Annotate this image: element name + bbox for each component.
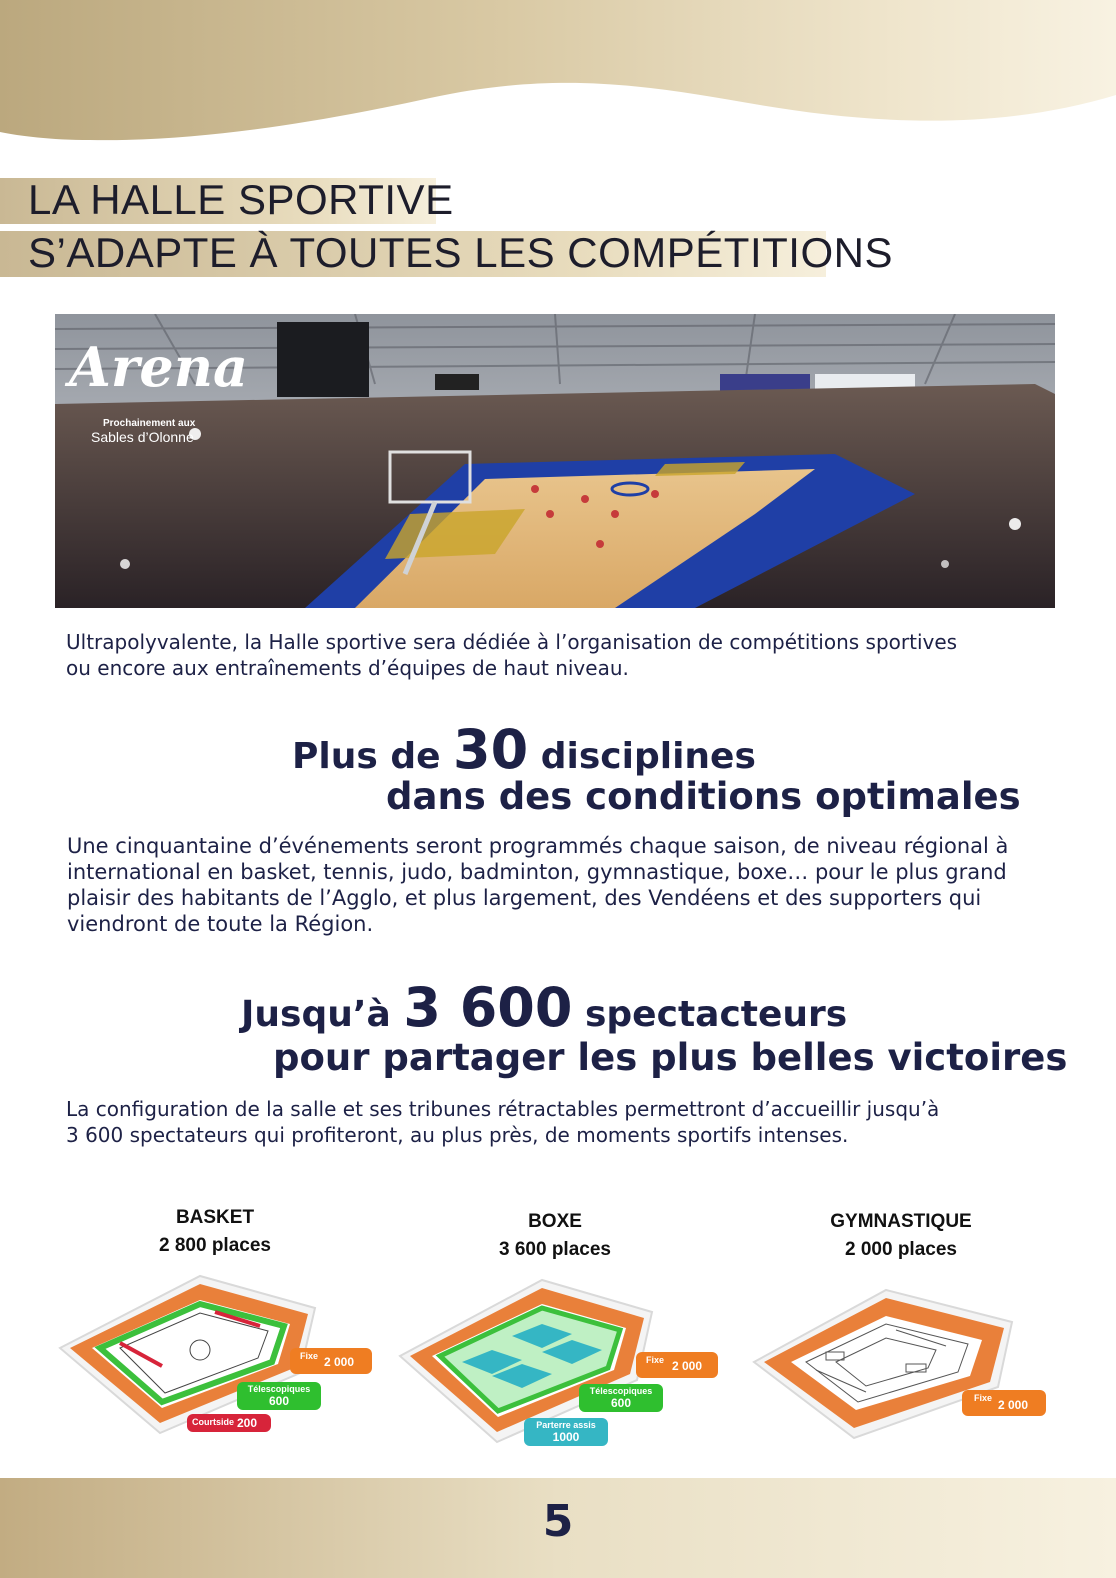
config-boxe-sport: BOXE xyxy=(528,1211,582,1232)
config-basket-diagram xyxy=(50,1268,380,1438)
config-gym-sport: GYMNASTIQUE xyxy=(830,1211,972,1232)
section1-number: 30 xyxy=(453,718,529,781)
section1-heading-line2: dans des conditions optimales xyxy=(386,775,1021,818)
basket-badge-fixe: Fixe 2 000 xyxy=(290,1348,372,1374)
page-title-line-1: LA HALLE SPORTIVE xyxy=(28,176,454,223)
section1-body-line-2: international en basket, tennis, judo, badminton, gymnastique, boxe… pour le plus grand xyxy=(67,860,1007,884)
arena-illustration xyxy=(55,314,1055,608)
arena-logo-sub2: Sables d’Olonne xyxy=(91,429,194,445)
boxe-badge-fixe: Fixe 2 000 xyxy=(636,1352,718,1378)
boxe-badge-parterre: Parterre assis 1000 xyxy=(524,1418,608,1446)
config-gym-capacity: 2 000 places xyxy=(845,1239,957,1260)
page-title-line-2: S’ADAPTE À TOUTES LES COMPÉTITIONS xyxy=(28,229,893,276)
config-boxe-title xyxy=(440,1208,670,1264)
gym-badge-fixe: Fixe 2 000 xyxy=(962,1390,1046,1416)
config-basket-sport: BASKET xyxy=(175,1207,255,1228)
intro-line-1: Ultrapolyvalente, la Halle sportive sera dédiée à l’organisation de compétitions sportives xyxy=(66,630,958,654)
section2-body-line-1: La configuration de la salle et ses tribunes rétractables permettront d’accueillir jusqu’à xyxy=(66,1097,940,1121)
gym-venue-plan xyxy=(746,1282,1056,1442)
config-basket-capacity: 2 800 places xyxy=(159,1235,271,1256)
section1-body-line-1: Une cinquantaine d’événements seront programmés chaque saison, de niveau régional à xyxy=(67,834,1009,858)
section2-number: 3 600 xyxy=(403,976,573,1039)
config-boxe-capacity: 3 600 places xyxy=(499,1239,611,1260)
top-wave-decoration xyxy=(0,0,1116,150)
page-number: 5 xyxy=(542,1496,574,1547)
config-basket-title xyxy=(100,1204,330,1260)
arena-logo-text: Arena xyxy=(69,335,248,399)
section1-pre: Plus de xyxy=(292,736,454,777)
basket-badge-telescopiques: Télescopiques 600 xyxy=(237,1382,321,1410)
intro-line-2: ou encore aux entraînements d’équipes de haut niveau. xyxy=(66,656,629,680)
section1-body-line-4: viendront de toute la Région. xyxy=(67,912,374,936)
section2-pre: Jusqu’à xyxy=(241,994,404,1035)
section2-body-line-2: 3 600 spectateurs qui profiteront, au plus près, de moments sportifs intenses. xyxy=(66,1123,849,1147)
section1-post: disciplines xyxy=(528,736,756,777)
section1-body-line-3: plaisir des habitants de l’Agglo, et plus largement, des Vendéens et des supporters qui xyxy=(67,886,982,910)
boxe-badge-telescopiques: Télescopiques 600 xyxy=(579,1384,663,1412)
section2-heading-line2: pour partager les plus belles victoires xyxy=(273,1036,1068,1079)
config-gym-title xyxy=(786,1208,1016,1264)
config-boxe-diagram xyxy=(392,1272,722,1448)
config-gym-diagram xyxy=(746,1282,1056,1442)
arena-logo-sub1: Prochainement aux xyxy=(103,418,196,429)
section2-post: spectacteurs xyxy=(572,994,848,1035)
basket-badge-courtside: Courtside 200 xyxy=(187,1414,271,1432)
arena-photo xyxy=(55,314,1055,608)
